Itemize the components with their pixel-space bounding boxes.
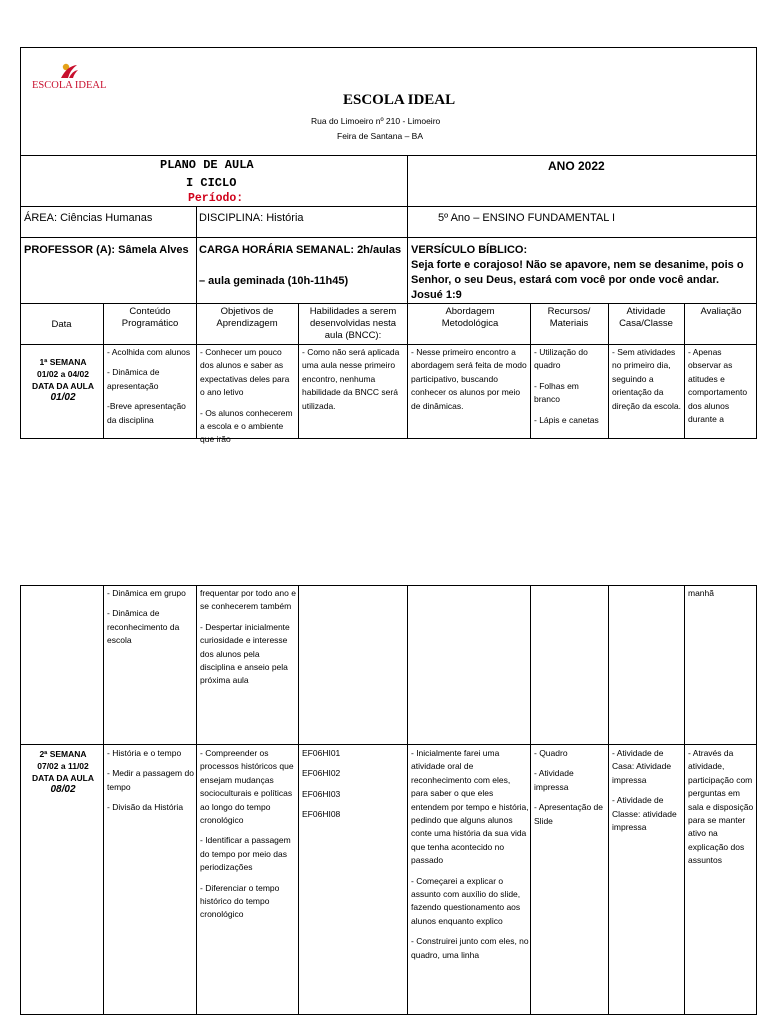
logo-emblem-icon (58, 62, 80, 80)
cell-line: - Inicialmente farei uma atividade oral de reconhecimento com eles, para saber o que eles entendem por tempo e história, pedindo que alguns alunos conte uma história da sua vida que tenha acontecido no passado (411, 748, 529, 866)
week1-date: 01/02 (50, 392, 76, 403)
week1-avaliacao-cont (688, 587, 752, 742)
cell-line: - Utilização do quadro (534, 347, 588, 371)
week2-abordagem (411, 747, 529, 1013)
cell-line: - Dinâmica de apresentação (107, 367, 160, 391)
week1-date-label: DATA DA AULA (31, 381, 94, 391)
header-recursos: Recursos/ Materiais (547, 306, 591, 329)
school-logo (32, 62, 112, 96)
cell-line: EF06HI02 (302, 768, 341, 779)
cell-line: EF06HI01 (302, 748, 341, 758)
header-atividade: Atividade Casa/Classe (619, 306, 673, 329)
cell-line: - Despertar inicialmente curiosidade e interesse dos alunos pela disciplina e anseio pela próxima aula (200, 621, 290, 686)
verse-reference: Josué 1:9 (411, 289, 462, 301)
discipline-label: DISCIPLINA: História (199, 212, 304, 224)
cell-line: -Breve apresentação da disciplina (107, 401, 186, 425)
header-conteudo: Conteúdo Programático (121, 306, 179, 329)
cell-line: - Compreender os processos históricos que ensejam mudanças socioculturais e políticas ao longo do tempo cronológico (200, 748, 294, 826)
plan-cycle: I CICLO (186, 176, 237, 190)
header-data: Data (51, 319, 72, 330)
cell-line: - Construirei junto com eles, no quadro, uma linha (411, 936, 529, 960)
logo-text: ESCOLA IDEAL (32, 80, 107, 91)
cell-line: - Através da atividade, participação com perguntas em sala e disposição para se manter ativo na explicação dos assuntos (688, 748, 754, 866)
week2-label: 2ª SEMANA (39, 749, 87, 759)
week1-habilidades (302, 346, 406, 438)
cell-line: - Apenas observar as atitudes e comportamento dos alunos durante a (688, 347, 748, 425)
header-abordagem: Abordagem Metodológica (441, 306, 499, 329)
cell-line: - Identificar a passagem do tempo por meio das periodizações (200, 835, 291, 873)
workload-line2: – aula geminada (10h-11h45) (199, 275, 349, 287)
week2-recursos (534, 747, 606, 1013)
week1-recursos (534, 346, 606, 438)
school-address-line1: Rua do Limoeiro nº 210 - Limoeiro (311, 116, 441, 126)
cell-line: - História e o tempo (107, 748, 182, 758)
cell-line: - Acolhida com alunos (107, 347, 191, 357)
week1-range: 01/02 a 04/02 (37, 369, 89, 379)
header-habilidades: Habilidades a serem desenvolvidas nesta aula (BNCC): (309, 306, 397, 341)
cell-line: - Atividade de Classe: atividade impressa (612, 795, 677, 833)
cell-line: - Diferenciar o tempo histórico do tempo cronológico (200, 882, 280, 920)
week2-atividade (612, 747, 682, 1013)
week1-avaliacao (688, 346, 752, 438)
cell-line: - Dinâmica de reconhecimento da escola (107, 608, 180, 646)
plan-title: PLANO DE AULA (160, 158, 254, 172)
week1-abordagem (411, 346, 529, 438)
cell-line: - Os alunos conhecerem a escola e o ambiente que irão (200, 407, 293, 445)
week2-objetivos (200, 747, 296, 1013)
cell-line: - Começarei a explicar o assunto com auxílio do slide, fazendo questionamento aos alunos enquanto explico (411, 875, 521, 926)
week1-atividade (612, 346, 682, 438)
cell-line: - Quadro (534, 748, 568, 758)
header-avaliacao: Avaliação (700, 306, 742, 317)
week1-objetivos (200, 346, 296, 445)
week2-date: 08/02 (50, 784, 76, 795)
cell-line: frequentar por todo ano e se conhecerem também (200, 588, 296, 612)
plan-period: Período: (188, 192, 244, 205)
area-label: ÁREA: Ciências Humanas (24, 212, 153, 224)
week2-habilidades (302, 747, 406, 1013)
week2-conteudo (107, 747, 195, 1013)
cell-line: manhã (688, 588, 714, 598)
cell-line: - Sem atividades no primeiro dia, seguindo a orientação da direção da escola. (612, 347, 681, 411)
cell-line: - Apresentação de Slide (534, 802, 603, 826)
cell-line: EF06HI08 (302, 809, 341, 820)
week1-conteudo (107, 346, 195, 438)
verse-title: VERSÍCULO BÍBLICO: (411, 244, 528, 256)
week2-avaliacao (688, 747, 754, 1013)
verse-line1: Seja forte e corajoso! Não se apavore, nem se desanime, pois o (411, 259, 744, 271)
school-address-line2: Feira de Santana – BA (337, 131, 424, 141)
workload-line1: CARGA HORÁRIA SEMANAL: 2h/aulas (199, 244, 402, 256)
cell-line: - Nesse primeiro encontro a abordagem será feita de modo participativo, buscando conhecer os alunos por meio de dinâmicas. (411, 347, 527, 411)
cell-line: - Dinâmica em grupo (107, 588, 186, 598)
cell-line: - Conhecer um pouco dos alunos e saber as expectativas deles para o ano letivo (200, 347, 290, 398)
verse-line2: Senhor, o seu Deus, estará com você por onde você andar. (411, 274, 720, 286)
cell-line: - Medir a passagem do tempo (107, 768, 194, 792)
grade-label: 5º Ano – ENSINO FUNDAMENTAL I (438, 212, 616, 224)
professor-label: PROFESSOR (A): Sâmela Alves (24, 244, 189, 256)
cell-line: - Atividade de Casa: Atividade impressa (612, 748, 672, 785)
plan-year: ANO 2022 (548, 159, 605, 173)
week1-label: 1ª SEMANA (39, 357, 87, 367)
cell-line: - Atividade impressa (534, 768, 574, 792)
cell-line: - Como não será aplicada uma aula nesse primeiro encontro, nenhuma habilidade da BNCC será utilizada. (302, 347, 400, 411)
week1-conteudo-cont (107, 587, 195, 742)
week1-objetivos-cont (200, 587, 296, 742)
cell-line: - Lápis e canetas (534, 414, 599, 425)
header-objetivos: Objetivos de Aprendizagem (216, 306, 278, 329)
school-name: ESCOLA IDEAL (343, 92, 456, 108)
cell-line: - Folhas em branco (534, 380, 579, 405)
week2-range: 07/02 a 11/02 (37, 761, 89, 771)
week2-date-label: DATA DA AULA (31, 773, 94, 783)
cell-line: EF06HI03 (302, 788, 341, 799)
cell-line: - Divisão da História (107, 802, 184, 813)
